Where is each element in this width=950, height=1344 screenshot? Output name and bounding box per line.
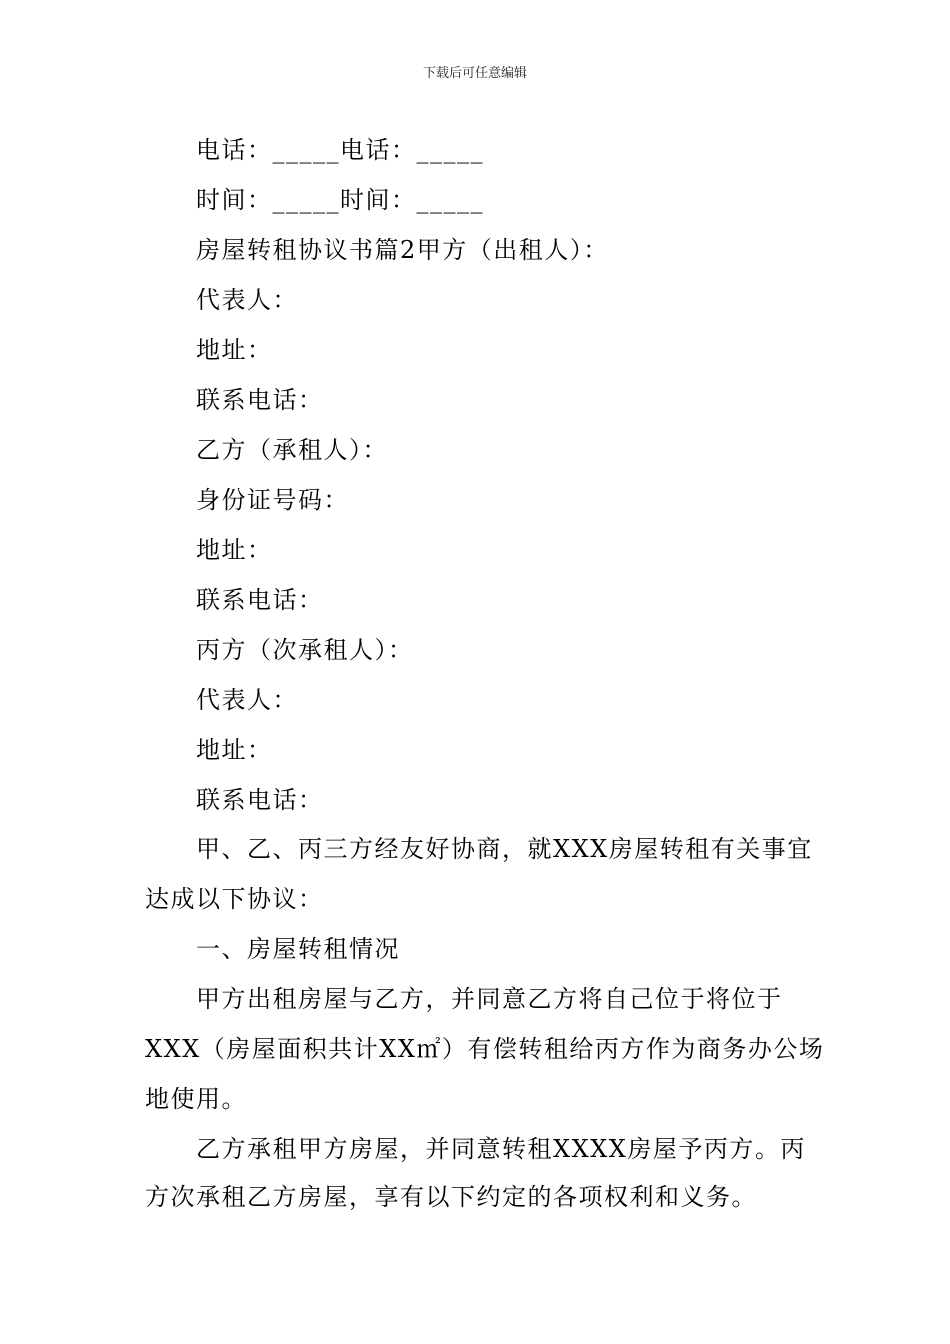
section-1-para-1-line-1: 甲方出租房屋与乙方，并同意乙方将自己位于将位于 bbox=[196, 985, 783, 1013]
preamble-line-2: 达成以下协议： bbox=[145, 885, 324, 913]
party-b-id-number: 身份证号码： bbox=[196, 486, 349, 514]
phone-line: 电话：_____电话：_____ bbox=[196, 136, 484, 164]
section-1-para-1-line-2: XXX（房屋面积共计XX㎡）有偿转租给丙方作为商务办公场 bbox=[145, 1035, 825, 1063]
agreement-title-party-a: 房屋转租协议书篇2甲方（出租人）： bbox=[196, 236, 609, 264]
party-a-phone: 联系电话： bbox=[196, 386, 324, 414]
party-a-representative: 代表人： bbox=[196, 286, 298, 314]
party-b-address: 地址： bbox=[196, 536, 273, 564]
party-c-representative: 代表人： bbox=[196, 686, 298, 714]
party-c-address: 地址： bbox=[196, 736, 273, 764]
time-line: 时间：_____时间：_____ bbox=[196, 186, 484, 214]
party-c-heading: 丙方（次承租人）： bbox=[196, 636, 414, 664]
preamble-line-1: 甲、乙、丙三方经友好协商，就XXX房屋转租有关事宜 bbox=[196, 835, 813, 863]
party-a-address: 地址： bbox=[196, 336, 273, 364]
section-1-para-2-line-1: 乙方承租甲方房屋，并同意转租XXXX房屋予丙方。丙 bbox=[196, 1135, 806, 1163]
party-c-phone: 联系电话： bbox=[196, 786, 324, 814]
section-1-heading: 一、房屋转租情况 bbox=[196, 935, 400, 963]
page-header-note: 下载后可任意编辑 bbox=[422, 66, 527, 81]
section-1-para-1-line-3: 地使用。 bbox=[145, 1085, 247, 1113]
party-b-phone: 联系电话： bbox=[196, 586, 324, 614]
party-b-heading: 乙方（承租人）： bbox=[196, 436, 388, 464]
section-1-para-2-line-2: 方次承租乙方房屋，享有以下约定的各项权利和义务。 bbox=[145, 1183, 757, 1211]
